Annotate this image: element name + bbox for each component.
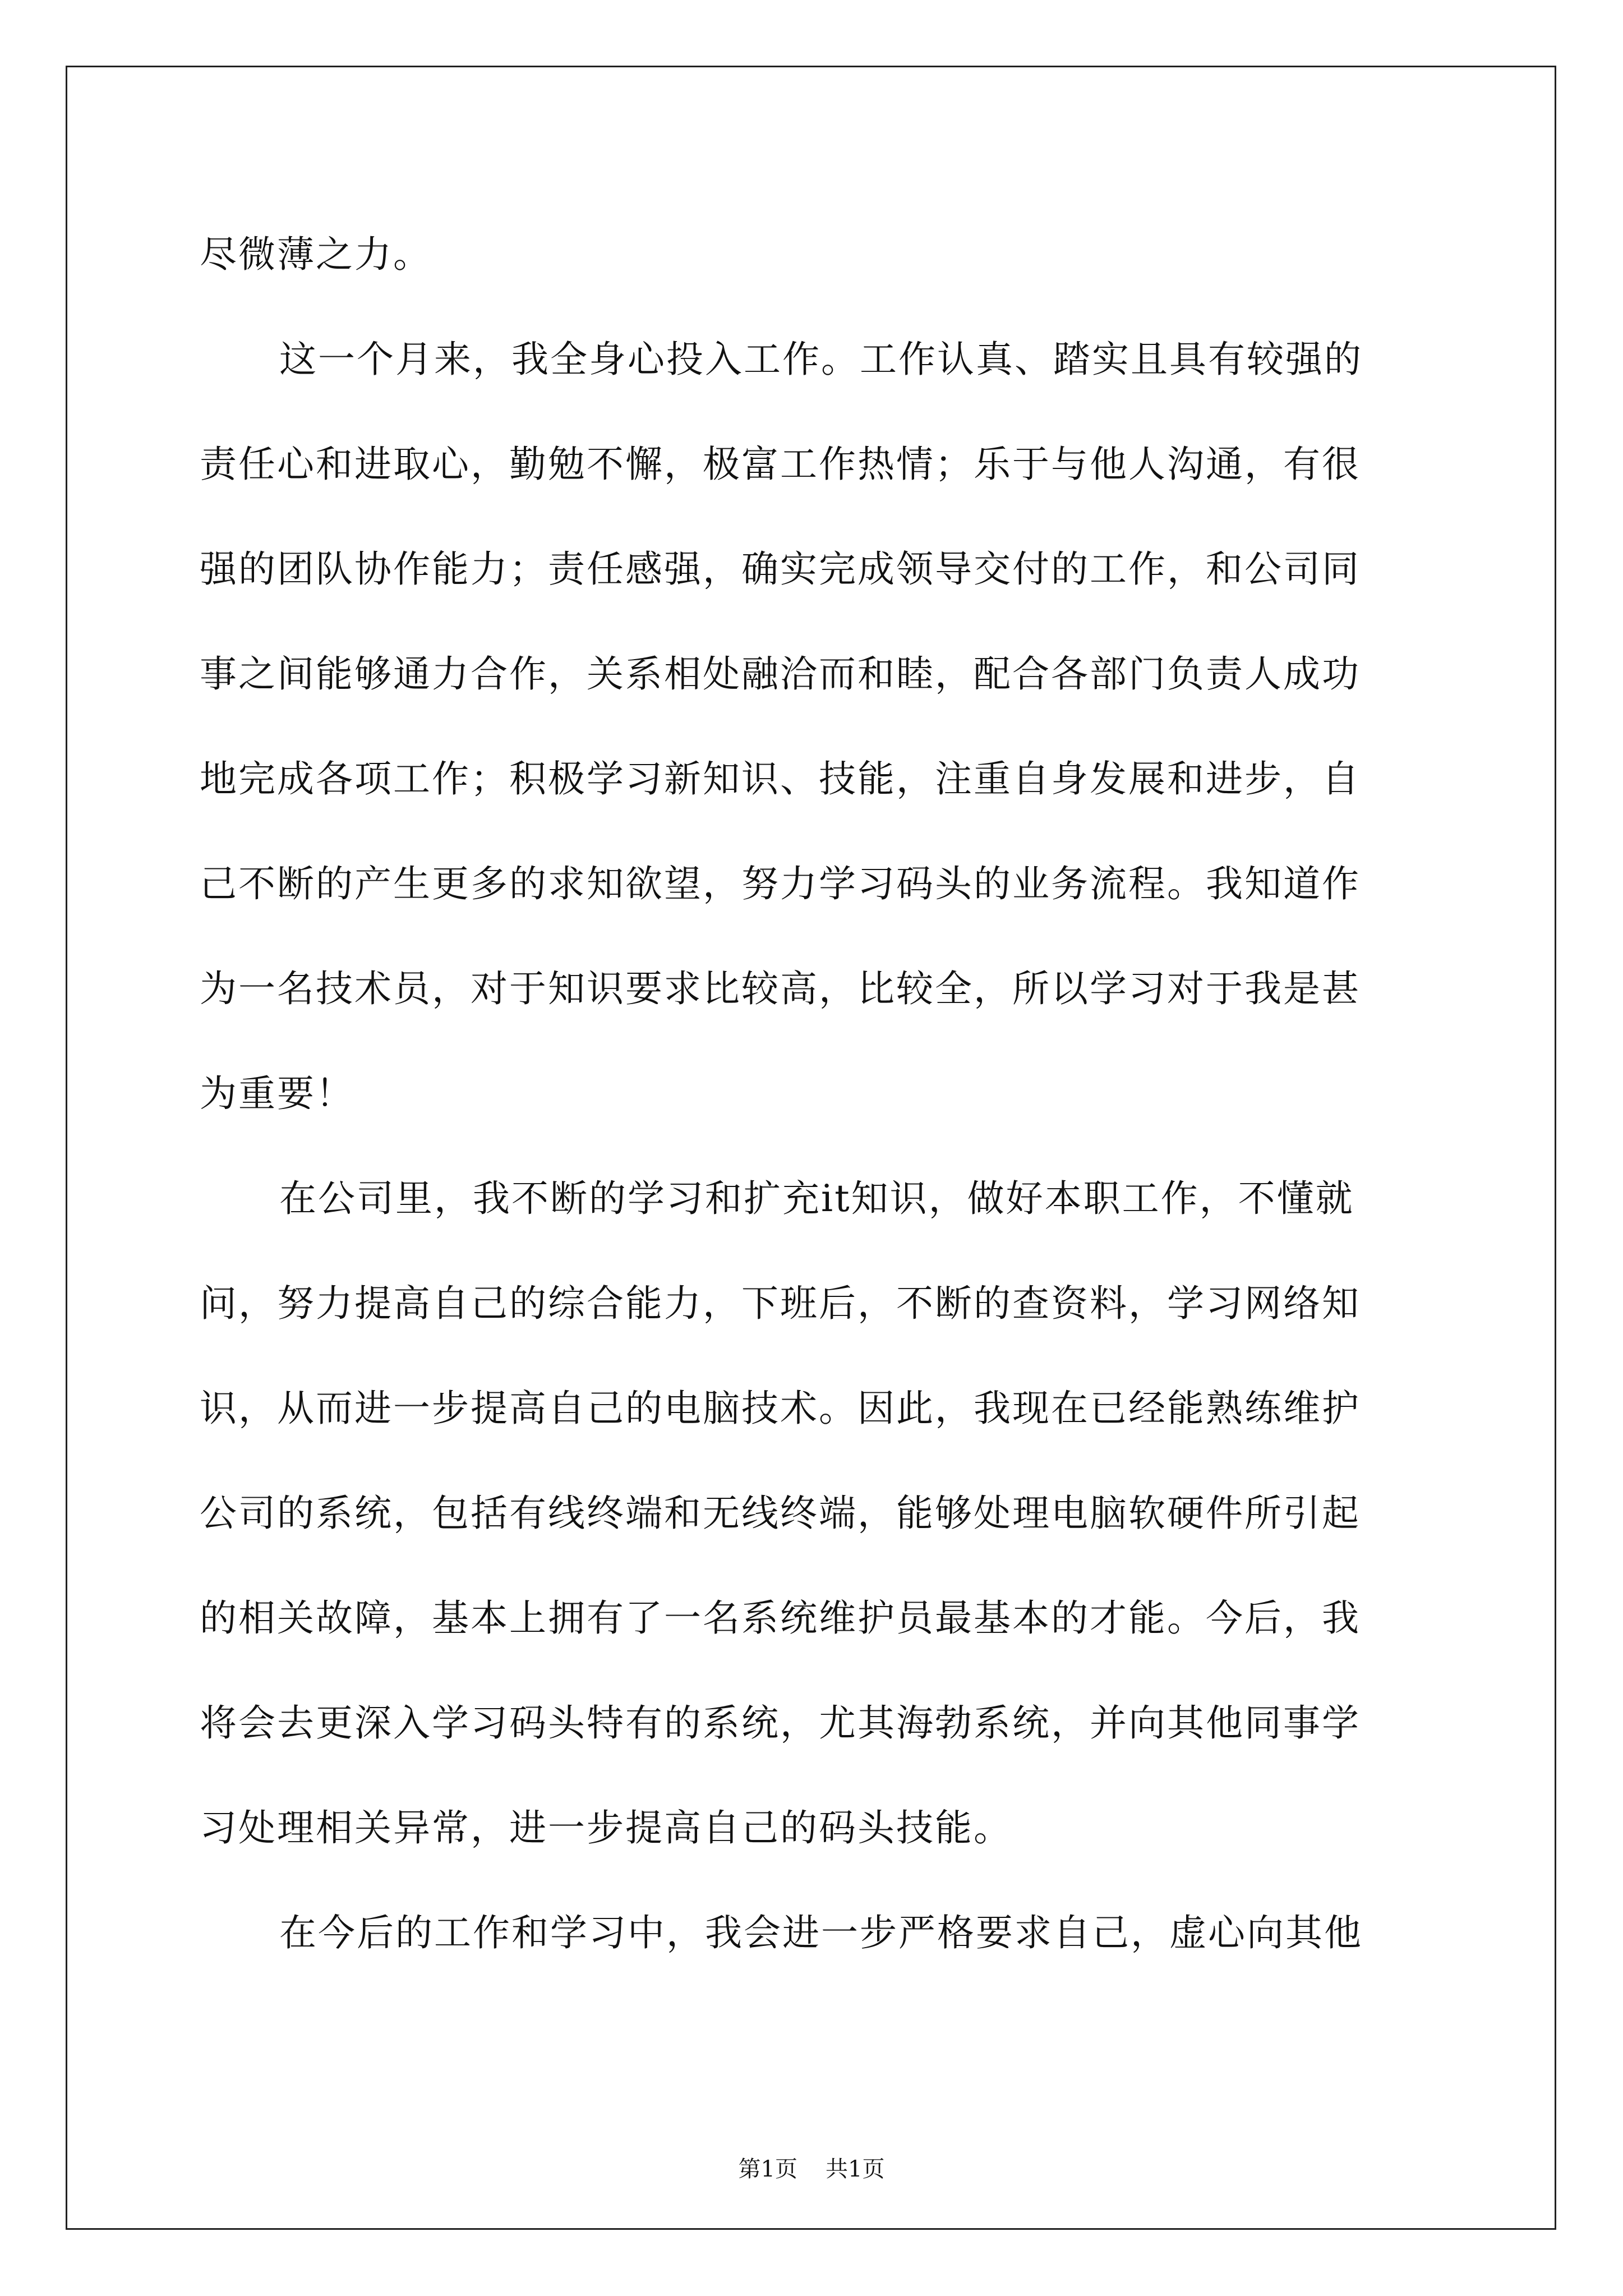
text-line: 事之间能够通力合作，关系相处融洽而和睦，配合各部门负责人成功 — [200, 652, 1361, 696]
text-line: 地完成各项工作；积极学习新知识、技能，注重自身发展和进步，自 — [200, 757, 1361, 800]
text-line: 的相关故障，基本上拥有了一名系统维护员最基本的才能。今后，我 — [200, 1596, 1361, 1640]
text-line: 在今后的工作和学习中，我会进一步严格要求自己，虚心向其他 — [279, 1911, 1363, 1954]
text-line: 公司的系统，包括有线终端和无线终端，能够处理电脑软硬件所引起 — [200, 1492, 1361, 1535]
text-line: 习处理相关异常，进一步提高自己的码头技能。 — [200, 1806, 1012, 1849]
text-line: 识，从而进一步提高自己的电脑技术。因此，我现在已经能熟练维护 — [200, 1387, 1361, 1430]
text-line: 为一名技术员，对于知识要求比较高，比较全，所以学习对于我是甚 — [200, 967, 1361, 1010]
text-line: 强的团队协作能力；责任感强，确实完成领导交付的工作，和公司同 — [200, 547, 1361, 591]
text-line: 为重要！ — [200, 1072, 354, 1115]
text-line: 尽微薄之力。 — [200, 233, 432, 276]
text-line: 这一个月来，我全身心投入工作。工作认真、踏实且具有较强的 — [279, 338, 1363, 381]
page-number-label: 第1页 — [738, 2156, 797, 2182]
page-total-label: 共1页 — [826, 2156, 885, 2182]
text-line: 问，努力提高自己的综合能力，下班后，不断的查资料，学习网络知 — [200, 1282, 1361, 1325]
text-line: 己不断的产生更多的求知欲望，努力学习码头的业务流程。我知道作 — [200, 862, 1361, 905]
page-footer — [0, 2151, 1623, 2183]
text-line: 在公司里，我不断的学习和扩充it知识，做好本职工作，不懂就 — [279, 1177, 1354, 1220]
document-body — [200, 202, 1422, 1985]
text-line: 责任心和进取心，勤勉不懈，极富工作热情；乐于与他人沟通，有很 — [200, 443, 1361, 486]
text-line: 将会去更深入学习码头特有的系统，尤其海勃系统，并向其他同事学 — [200, 1701, 1361, 1745]
